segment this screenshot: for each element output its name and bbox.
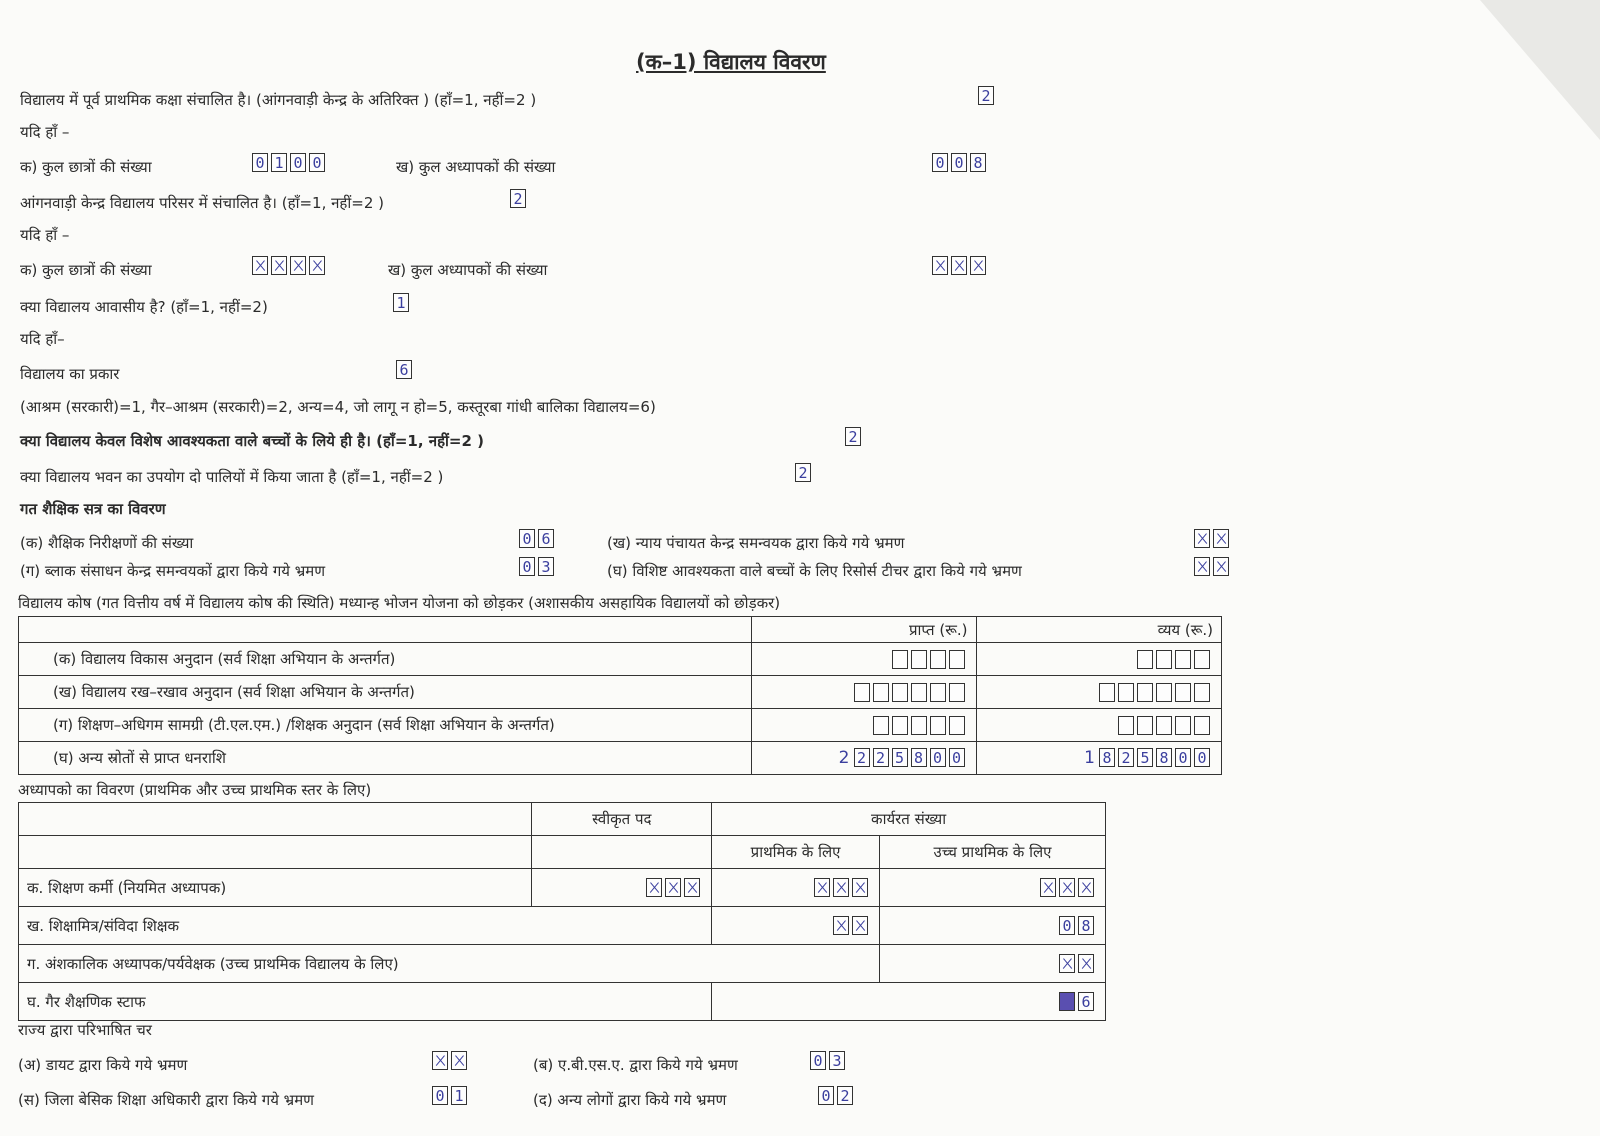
preprimary-if-yes: यदि हाँ –: [20, 123, 70, 141]
teachers-row-regular-upper[interactable]: [888, 878, 1097, 897]
funds-header-blank: [19, 617, 752, 643]
special-needs-question: क्या विद्यालय केवल विशेष आवश्यकता वाले बच्चों के लिये ही है। (हाँ=1, नहीं=2 ): [20, 432, 485, 450]
teachers-row-parttime-upper[interactable]: [888, 954, 1097, 973]
teachers-row-shikshamitra-label: ख. शिक्षामित्र/संविदा शिक्षक: [19, 907, 712, 945]
funds-row-d-spent-wrap: [985, 748, 1214, 768]
digit-box[interactable]: [930, 650, 946, 669]
state-var-a-label: (अ) डायट द्वारा किये गये भ्रमण: [18, 1056, 188, 1074]
teachers-col-working: कार्यरत संख्या: [712, 803, 1106, 836]
digit-box[interactable]: 8: [970, 153, 986, 172]
digit-box[interactable]: 6: [1078, 992, 1094, 1011]
state-vars-heading: राज्य द्वारा परिभाषित चर: [18, 1021, 152, 1039]
digit-box[interactable]: [970, 256, 986, 275]
two-shifts-question: क्या विद्यालय भवन का उपयोग दो पालियों में किया जाता है (हाँ=1, नहीं=2 ): [20, 468, 444, 486]
digit-box[interactable]: [432, 1051, 448, 1070]
digit-box[interactable]: 6: [396, 360, 412, 379]
digit-box[interactable]: 8: [1156, 748, 1172, 767]
teachers-col-sanctioned: स्वीकृत पद: [532, 803, 712, 836]
teachers-row-nonteaching-upper[interactable]: [720, 992, 1097, 1011]
digit-box[interactable]: [1078, 878, 1094, 897]
digit-box[interactable]: [1156, 650, 1172, 669]
digit-box[interactable]: 2: [978, 86, 994, 105]
special-needs-answer-boxes[interactable]: [845, 427, 864, 446]
digit-box[interactable]: 0: [949, 748, 965, 767]
digit-box[interactable]: 2: [845, 427, 861, 446]
last-session-item-c-label: (ग) ब्लाक संसाधन केन्द्र समन्वयकों द्वारा किये गये भ्रमण: [20, 562, 326, 580]
funds-row-d-spent[interactable]: [1099, 748, 1213, 768]
anganwadi-if-yes: यदि हाँ –: [20, 226, 70, 244]
last-session-item-d-label: (घ) विशिष्ट आवश्यकता वाले बच्चों के लिए रिसोर्स टीचर द्वारा किये गये भ्रमण: [607, 562, 1022, 580]
digit-box[interactable]: [1078, 954, 1094, 973]
digit-box[interactable]: [1194, 557, 1210, 576]
page-corner-fold: [1480, 0, 1600, 140]
funds-row-d-received[interactable]: [854, 748, 968, 768]
digit-box[interactable]: 1: [393, 293, 409, 312]
digit-box[interactable]: 0: [309, 153, 325, 172]
teachers-table: [18, 802, 1106, 1021]
digit-box[interactable]: [852, 878, 868, 897]
digit-box[interactable]: [930, 716, 946, 735]
school-type-label: विद्यालय का प्रकार: [20, 365, 120, 383]
digit-box[interactable]: 1: [271, 153, 287, 172]
funds-row-b-received[interactable]: [760, 683, 967, 702]
last-session-item-a-label: (क) शैक्षिक निरीक्षणों की संख्या: [20, 534, 194, 552]
digit-box[interactable]: [814, 878, 830, 897]
digit-box[interactable]: [949, 683, 965, 702]
last-session-item-c-boxes[interactable]: [519, 557, 557, 576]
last-session-item-b-boxes[interactable]: [1194, 529, 1232, 548]
digit-box[interactable]: [911, 650, 927, 669]
funds-row-c-label: (ग) शिक्षण–अधिगम सामग्री (टी.एल.एम.) /शिक्षक अनुदान (सर्व शिक्षा अभियान के अन्तर्गत): [19, 709, 752, 742]
preprimary-teachers-boxes[interactable]: [932, 153, 989, 172]
digit-box[interactable]: [1040, 878, 1056, 897]
digit-box[interactable]: [1194, 716, 1210, 735]
funds-col-spent: व्यय (रू.): [976, 617, 1222, 643]
digit-box[interactable]: [1156, 683, 1172, 702]
digit-box[interactable]: [1175, 650, 1191, 669]
preprimary-question: विद्यालय में पूर्व प्राथमिक कक्षा संचालित है। (आंगनवाड़ी केन्द्र के अतिरिक्त ) (हाँ=1, नहीं=2 ): [20, 91, 537, 109]
anganwadi-students-label: क) कुल छात्रों की संख्या: [20, 261, 152, 279]
anganwadi-question: आंगनवाड़ी केन्द्र विद्यालय परिसर में संचालित है। (हाँ=1, नहीं=2 ): [20, 194, 385, 212]
digit-box[interactable]: [1194, 650, 1210, 669]
teachers-row-regular: [19, 869, 1106, 907]
funds-row-c-received[interactable]: [760, 716, 967, 735]
digit-box[interactable]: 1: [451, 1086, 467, 1105]
digit-box[interactable]: [1175, 683, 1191, 702]
digit-box[interactable]: [892, 650, 908, 669]
preprimary-answer-boxes[interactable]: [978, 86, 997, 105]
digit-box[interactable]: [1175, 716, 1191, 735]
digit-box[interactable]: [1213, 529, 1229, 548]
funds-row-d-spent-prefix: 1: [1084, 748, 1095, 768]
digit-box[interactable]: [1099, 683, 1115, 702]
digit-box[interactable]: 5: [892, 748, 908, 767]
funds-row-b-label: (ख) विद्यालय रख–रखाव अनुदान (सर्व शिक्षा अभियान के अन्तर्गत): [19, 676, 752, 709]
residential-answer-boxes[interactable]: [393, 293, 412, 312]
teachers-row-parttime-label: ग. अंशकालिक अध्यापक/पर्यवेक्षक (उच्च प्राथमिक विद्यालय के लिए): [19, 945, 880, 983]
last-session-item-b-label: (ख) न्याय पंचायत केन्द्र समन्वयक द्वारा किये गये भ्रमण: [607, 534, 905, 552]
teachers-row-shikshamitra: [19, 907, 1106, 945]
teachers-header-blank: [19, 803, 532, 836]
last-session-item-a-boxes[interactable]: [519, 529, 557, 548]
digit-box[interactable]: [892, 716, 908, 735]
digit-box[interactable]: 2: [837, 1086, 853, 1105]
digit-box[interactable]: 0: [1175, 748, 1191, 767]
digit-box[interactable]: 2: [1118, 748, 1134, 767]
digit-box[interactable]: [949, 716, 965, 735]
digit-box[interactable]: 0: [432, 1086, 448, 1105]
digit-box[interactable]: 2: [795, 463, 811, 482]
digit-box[interactable]: 6: [538, 529, 554, 548]
digit-box[interactable]: 0: [519, 557, 535, 576]
digit-box[interactable]: [290, 256, 306, 275]
two-shifts-answer-boxes[interactable]: [795, 463, 814, 482]
digit-box[interactable]: 8: [911, 748, 927, 767]
digit-box[interactable]: 8: [1078, 916, 1094, 935]
teachers-heading: अध्यापको का विवरण (प्राथमिक और उच्च प्राथमिक स्तर के लिए): [18, 781, 372, 799]
digit-box[interactable]: [1059, 992, 1075, 1011]
residential-if-yes: यदि हाँ–: [20, 330, 65, 348]
state-var-d-boxes[interactable]: [818, 1086, 856, 1105]
funds-row-d: [19, 742, 1222, 775]
state-var-d-label: (द) अन्य लोगों द्वारा किये गये भ्रमण: [533, 1091, 727, 1109]
residential-question: क्या विद्यालय आवासीय है? (हाँ=1, नहीं=2): [20, 298, 268, 316]
digit-box[interactable]: [911, 683, 927, 702]
funds-row-d-received-wrap: [760, 748, 967, 768]
digit-box[interactable]: 0: [810, 1051, 826, 1070]
digit-box[interactable]: 5: [1137, 748, 1153, 767]
state-var-a-boxes[interactable]: [432, 1051, 470, 1070]
funds-row-a: [19, 643, 1222, 676]
teachers-row-nonteaching: [19, 983, 1106, 1021]
digit-box[interactable]: [252, 256, 268, 275]
last-session-item-d-boxes[interactable]: [1194, 557, 1232, 576]
teachers-col-upper: उच्च प्राथमिक के लिए: [879, 836, 1105, 869]
digit-box[interactable]: [1137, 650, 1153, 669]
digit-box[interactable]: 0: [818, 1086, 834, 1105]
digit-box[interactable]: 8: [1099, 748, 1115, 767]
preprimary-teachers-label: ख) कुल अध्यापकों की संख्या: [396, 158, 556, 176]
digit-box[interactable]: [271, 256, 287, 275]
digit-box[interactable]: 0: [252, 153, 268, 172]
school-type-boxes[interactable]: [396, 360, 415, 379]
teachers-row-regular-sanctioned[interactable]: [540, 878, 703, 897]
digit-box[interactable]: [1194, 529, 1210, 548]
digit-box[interactable]: [951, 256, 967, 275]
teachers-subheader-sanctioned-blank: [532, 836, 712, 869]
digit-box[interactable]: 0: [930, 748, 946, 767]
state-var-c-label: (स) जिला बेसिक शिक्षा अधिकारी द्वारा किये गये भ्रमण: [18, 1091, 315, 1109]
digit-box[interactable]: 3: [538, 557, 554, 576]
digit-box[interactable]: [932, 256, 948, 275]
digit-box[interactable]: 2: [873, 748, 889, 767]
funds-row-d-received-prefix: 2: [838, 748, 850, 768]
digit-box[interactable]: 2: [854, 748, 870, 767]
preprimary-students-boxes[interactable]: [252, 153, 328, 172]
digit-box[interactable]: [930, 683, 946, 702]
digit-box[interactable]: [684, 878, 700, 897]
digit-box[interactable]: [911, 716, 927, 735]
digit-box[interactable]: [1059, 954, 1075, 973]
teachers-subheader-blank: [19, 836, 532, 869]
anganwadi-students-boxes[interactable]: [252, 256, 328, 275]
school-type-options: (आश्रम (सरकारी)=1, गैर–आश्रम (सरकारी)=2, अन्य=4, जो लागू न हो=5, कस्तूरबा गांधी बालिका विद्यालय=6): [20, 398, 656, 416]
teachers-row-shikshamitra-upper[interactable]: [888, 916, 1097, 935]
digit-box[interactable]: 0: [951, 153, 967, 172]
digit-box[interactable]: [646, 878, 662, 897]
digit-box[interactable]: [1118, 716, 1134, 735]
digit-box[interactable]: [1118, 683, 1134, 702]
preprimary-students-label: क) कुल छात्रों की संख्या: [20, 158, 152, 176]
funds-row-a-received[interactable]: [760, 650, 967, 669]
digit-box[interactable]: [833, 916, 849, 935]
digit-box[interactable]: [949, 650, 965, 669]
teachers-row-regular-primary[interactable]: [720, 878, 871, 897]
digit-box[interactable]: 0: [290, 153, 306, 172]
digit-box[interactable]: 3: [829, 1051, 845, 1070]
teachers-row-regular-label: क. शिक्षण कर्मी (नियमित अध्यापक): [19, 869, 532, 907]
digit-box[interactable]: 0: [1059, 916, 1075, 935]
funds-table: [18, 616, 1222, 775]
teachers-col-primary: प्राथमिक के लिए: [712, 836, 880, 869]
funds-row-c: [19, 709, 1222, 742]
funds-col-received: प्राप्त (रू.): [752, 617, 976, 643]
state-var-b-boxes[interactable]: [810, 1051, 848, 1070]
digit-box[interactable]: [1156, 716, 1172, 735]
digit-box[interactable]: [1137, 716, 1153, 735]
digit-box[interactable]: [873, 716, 889, 735]
digit-box[interactable]: [1194, 683, 1210, 702]
anganwadi-teachers-boxes[interactable]: [932, 256, 989, 275]
digit-box[interactable]: [451, 1051, 467, 1070]
digit-box[interactable]: 0: [932, 153, 948, 172]
anganwadi-teachers-label: ख) कुल अध्यापकों की संख्या: [388, 261, 548, 279]
digit-box[interactable]: [1137, 683, 1153, 702]
digit-box[interactable]: [1213, 557, 1229, 576]
funds-row-d-label: (घ) अन्य स्रोतों से प्राप्त धनराशि: [19, 742, 752, 775]
teachers-row-shikshamitra-primary[interactable]: [720, 916, 871, 935]
last-session-heading: गत शैक्षिक सत्र का विवरण: [20, 500, 166, 518]
digit-box[interactable]: [309, 256, 325, 275]
digit-box[interactable]: [873, 683, 889, 702]
funds-row-a-label: (क) विद्यालय विकास अनुदान (सर्व शिक्षा अभियान के अन्तर्गत): [19, 643, 752, 676]
funds-row-b-spent[interactable]: [985, 683, 1214, 702]
funds-heading: विद्यालय कोष (गत वित्तीय वर्ष में विद्यालय कोष की स्थिति) मध्यान्ह भोजन योजना को छोड़कर (अशासकीय असहायिक विद्यालयों को छोड़कर): [18, 594, 781, 612]
digit-box[interactable]: [665, 878, 681, 897]
funds-row-c-spent[interactable]: [985, 716, 1214, 735]
teachers-row-nonteaching-label: घ. गैर शैक्षणिक स्टाफ: [19, 983, 712, 1021]
page-title: (क–1) विद्यालय विवरण: [636, 50, 826, 74]
digit-box[interactable]: 0: [1194, 748, 1210, 767]
funds-row-a-spent[interactable]: [985, 650, 1214, 669]
digit-box[interactable]: [892, 683, 908, 702]
digit-box[interactable]: 2: [510, 189, 526, 208]
digit-box[interactable]: [1059, 878, 1075, 897]
digit-box[interactable]: [833, 878, 849, 897]
digit-box[interactable]: 0: [519, 529, 535, 548]
state-var-b-label: (ब) ए.बी.एस.ए. द्वारा किये गये भ्रमण: [533, 1056, 738, 1074]
digit-box[interactable]: [852, 916, 868, 935]
state-var-c-boxes[interactable]: [432, 1086, 470, 1105]
anganwadi-answer-boxes[interactable]: [510, 189, 529, 208]
teachers-row-parttime: [19, 945, 1106, 983]
funds-row-b: [19, 676, 1222, 709]
digit-box[interactable]: [854, 683, 870, 702]
